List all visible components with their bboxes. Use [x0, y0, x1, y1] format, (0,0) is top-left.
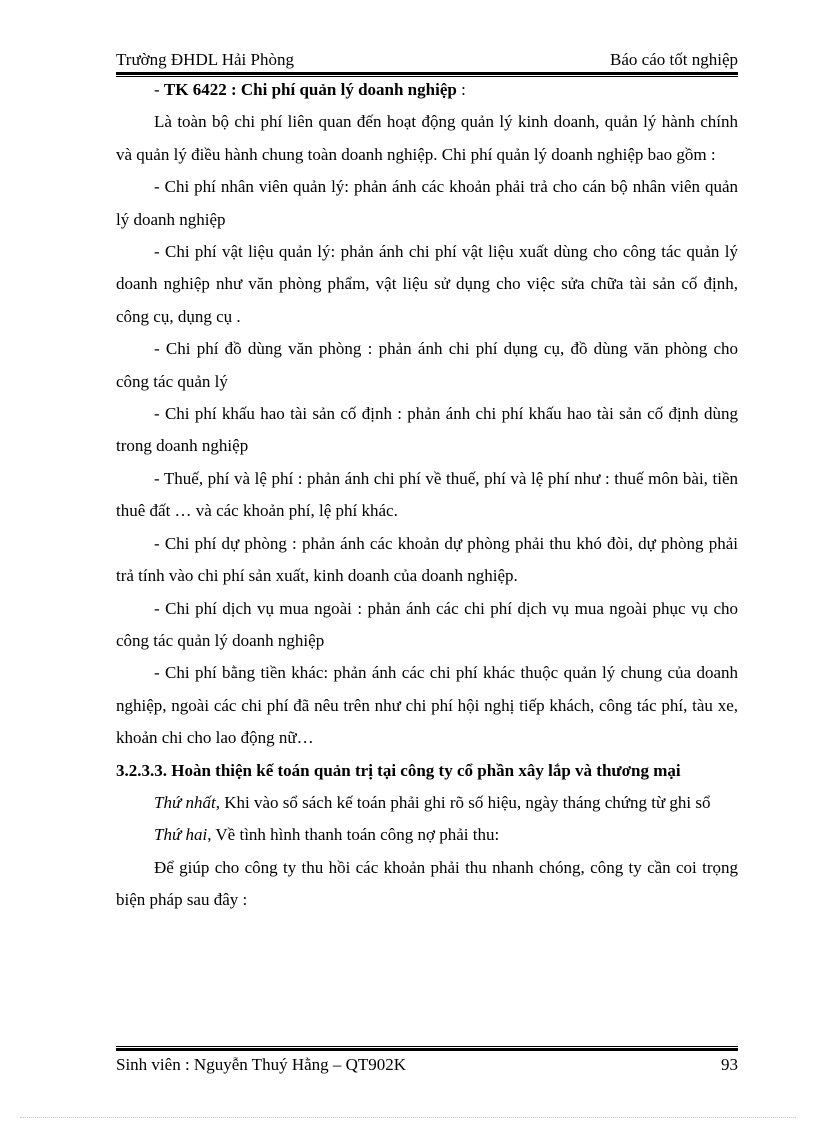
paragraph: Là toàn bộ chi phí liên quan đến hoạt động quản lý kinh doanh, quản lý hành chính và quản lý điều hành chung toàn doanh nghiệp. Chi phí quản lý doanh nghiệp bao gồm : [116, 112, 738, 164]
first-point [116, 787, 738, 819]
header-school: Trường ĐHDL Hải Phòng [116, 50, 294, 69]
last-paragraph: Để giúp cho công ty thu hồi các khoản phải thu nhanh chóng, công ty cần coi trọng biện pháp sau đây : [116, 857, 738, 910]
page-number: 93 [721, 1055, 738, 1074]
first-label: Thứ nhất [154, 792, 216, 812]
footer-student: Sinh viên : Nguyễn Thuý Hằng – QT902K [116, 1055, 407, 1074]
second-point [116, 819, 738, 851]
paragraph: - Chi phí dịch vụ mua ngoài : phản ánh các chi phí dịch vụ mua ngoài phục vụ cho công tác quản lý doanh nghiệp [116, 598, 738, 650]
footer-rule-thick [116, 1048, 738, 1051]
page-footer [116, 1054, 738, 1076]
first-text: , Khi vào sổ sách kế toán phải ghi rõ số hiệu, ngày tháng chứng từ ghi sổ [215, 792, 711, 812]
header-report-title: Báo cáo tốt nghiệp [610, 50, 738, 69]
tk-label: TK 6422 : Chi phí quản lý doanh nghiệp [163, 80, 457, 99]
paragraph: - Chi phí dự phòng : phản ánh các khoản dự phòng phải thu khó đòi, dự phòng phải trả tính vào chi phí sản xuất, kinh doanh của doanh nghiệp. [116, 533, 738, 586]
paragraph: - Chi phí bằng tiền khác: phản ánh các chi phí khác thuộc quản lý chung của doanh nghiệp, ngoài các chi phí đã nêu trên như chi phí hội nghị tiếp khách, công tác phí, tàu xe, khoản chi cho lao động nữ… [116, 663, 738, 748]
page-edge-dotted-line [20, 1117, 796, 1118]
section-heading: 3.2.3.3. Hoàn thiện kế toán quản trị tại công ty cổ phần xây lắp và thương mại [116, 760, 681, 780]
tk-prefix: - [154, 80, 164, 99]
paragraph: - Chi phí vật liệu quản lý: phản ánh chi phí vật liệu xuất dùng cho công tác quản lý doanh nghiệp như văn phòng phẩm, vật liệu sử dụng cho việc sửa chữa tài sản cố định, công cụ, dụng cụ . [116, 242, 738, 326]
paragraph: - Thuế, phí và lệ phí : phản ánh chi phí về thuế, phí và lệ phí như : thuế môn bài, tiền thuê đất … và các khoản phí, lệ phí khác. [116, 468, 738, 521]
paragraph: - Chi phí nhân viên quản lý: phản ánh các khoản phải trả cho cán bộ nhân viên quản lý doanh nghiệp [116, 177, 738, 229]
tk-line [116, 74, 738, 106]
tk-suffix: : [456, 80, 466, 99]
page-body [116, 74, 738, 917]
paragraph: - Chi phí đồ dùng văn phòng : phản ánh chi phí dụng cụ, đồ dùng văn phòng cho công tác quản lý [116, 339, 738, 391]
paragraph: - Chi phí khấu hao tài sản cố định : phản ánh chi phí khấu hao tài sản cố định dùng trong doanh nghiệp [116, 404, 738, 456]
footer-rule-thin [116, 1046, 738, 1047]
second-text: , Về tình hình thanh toán công nợ phải thu: [207, 825, 500, 845]
page-header [116, 49, 738, 71]
second-label: Thứ hai [154, 825, 208, 845]
